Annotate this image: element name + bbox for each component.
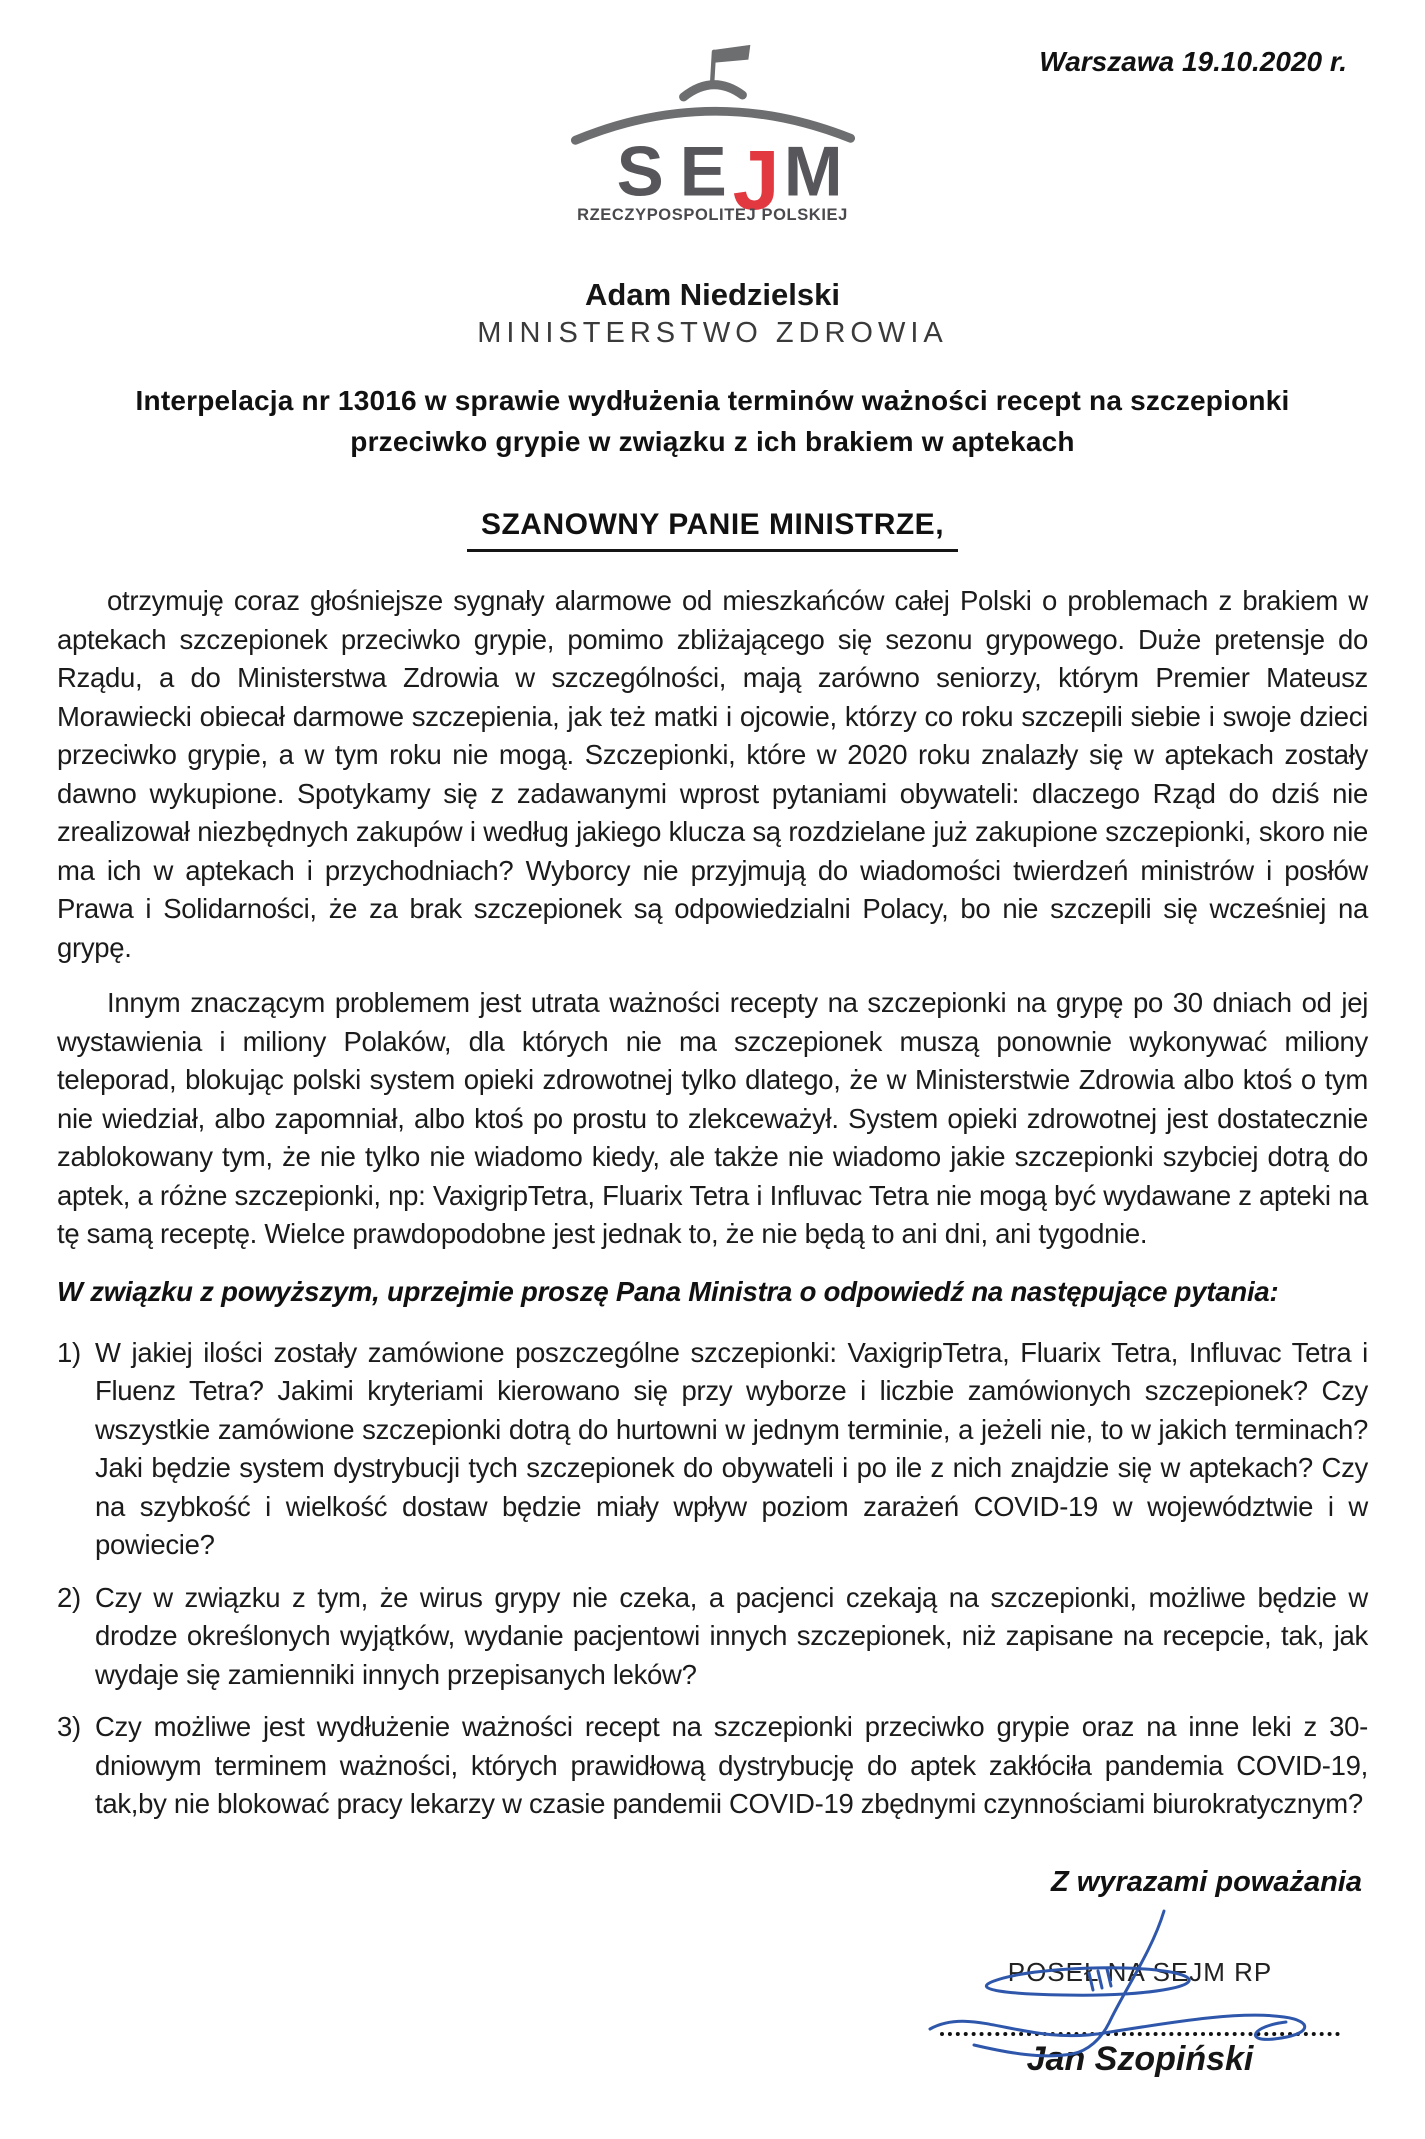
sejm-dome-icon bbox=[563, 40, 863, 212]
question-text: Czy możliwe jest wydłużenie ważności recept na szczepionki przeciwko grypie oraz na inne leki z 30-dniowym terminem ważności, których prawidłową dystrybucję do aptek zakłóciła pandemia COVID-19, tak,by nie blokować pracy lekarzy w czasie pandemii COVID-19 zbędnymi czynnościami biurokratycznym? bbox=[95, 1711, 1368, 1819]
question-number: 3) bbox=[57, 1711, 81, 1742]
question-number: 1) bbox=[57, 1336, 81, 1368]
question-item-3 bbox=[57, 1708, 1368, 1824]
question-text: W jakiej ilości zostały zamówione poszczególne szczepionki: VaxigripTetra, Fluarix Tetra, Influvac Tetra i Fluenz Tetra? Jakimi kryteriami kierowano się przy wyborze i liczbie zamówionych szczepionek? Czy wszystkie zamówione szczepionki dotrą do hurtowni w jednym terminie, a jeżeli nie, to w jakich terminach? Jaki będzie system dystrybucji tych szczepionek do obywateli i po ile z nich znajdzie się w aptekach? Czy na szybkość i wielkość dostaw będzie miały wpływ poziom zarażeń COVID-19 w województwie i w powiecie? bbox=[95, 1336, 1368, 1560]
signer-role: POSEŁ NA SEJM RP bbox=[1007, 1956, 1273, 1987]
paragraph-2: Innym znaczącym problemem jest utrata ważności recepty na szczepionki na grypę po 30 dniach od jej wystawienia i miliony Polaków, dla których nie ma szczepionek muszą ponownie wykonywać miliony teleporad, blokując polski system opieki zdrowotnej tylko dlatego, że w Ministerstwie Zdrowia albo ktoś o tym nie wiedział, albo zapomniał, albo ktoś po prostu to zlekceważył. System opieki zdrowotnej jest dostatecznie zablokowany tym, że nie tylko nie wiadomo kiedy, ale także nie wiadomo jakie szczepionki szybciej dotrą do aptek, a różne szczepionki, np: VaxigripTetra, Fluarix Tetra i Influvac Tetra nie mogą być wydawane z apteki na tę samą receptę. Wielce prawdopodobne jest jednak to, że nie będą to ani dni, ani tygodnie. bbox=[57, 987, 1368, 1249]
signer-name: Jan Szopiński bbox=[1026, 2039, 1254, 2078]
signature-block bbox=[940, 1957, 1340, 2079]
sejm-logo bbox=[553, 40, 873, 225]
logo-letter-e: E bbox=[679, 131, 727, 211]
salutation-text: SZANOWNY PANIE MINISTRZE, bbox=[467, 508, 958, 552]
closing-phrase: Z wyrazami poważania bbox=[1050, 1865, 1362, 1898]
question-text: Czy w związku z tym, że wirus grypy nie czeka, a pacjenci czekają na szczepionki, możliwe będzie w drodze określonych wyjątków, wydanie pacjentowi innych szczepionek, niż zapisane na recepcie, tak, jak wydaje się zamienniki innych przepisanych leków? bbox=[95, 1581, 1368, 1690]
signature-dotted-line bbox=[940, 2032, 1340, 2036]
question-number: 2) bbox=[57, 1581, 81, 1613]
question-item-1 bbox=[57, 1334, 1368, 1565]
paragraph-1: otrzymuję coraz głośniejsze sygnały alarmowe od mieszkańców całej Polski o problemach z brakiem w aptekach szczepionek przeciwko grypie, pomimo zbliżającego się sezonu grypowego. Duże pretensje do Rządu, a do Ministerstwa Zdrowia w szczególności, mają zarówno seniorzy, którym Premier Mateusz Morawiecki obiecał darmowe szczepienia, jak też matki i ojcowie, którzy co roku szczepili siebie i swoje dzieci przeciwko grypie, a w tym roku nie mogą. Szczepionki, które w 2020 roku znalazły się w aptekach zostały dawno wykupione. Spotykamy się z zadawanymi wprost pytaniami obywateli: dlaczego Rząd do dziś nie zrealizował niezbędnych zakupów i według jakiego klucza są rozdzielane już zakupione szczepionki, skoro nie ma ich w aptekach i przychodniach? Wyborcy nie przyjmują do wiadomości twierdzeń ministrów i posłów Prawa i Solidarności, że za brak szczepionek są odpowiedzialni Polacy, bo nie szczepili się wcześniej na grypę. bbox=[57, 585, 1368, 963]
addressee-institution: MINISTERSTWO ZDROWIA bbox=[477, 317, 948, 349]
date-line: Warszawa 19.10.2020 r. bbox=[1039, 46, 1347, 77]
document-title: Interpelacja nr 13016 w sprawie wydłużenia terminów ważności recept na szczepionki przeciwko grypie w związku z ich brakiem w aptekach bbox=[135, 385, 1290, 457]
logo-letter-j: J bbox=[732, 132, 780, 212]
addressee-name: Adam Niedzielski bbox=[585, 277, 840, 312]
salutation bbox=[57, 508, 1368, 552]
question-item-2 bbox=[57, 1579, 1368, 1695]
logo-subtitle: RZECZYPOSPOLITEJ POLSKIEJ bbox=[577, 206, 848, 224]
logo-letter-m: M bbox=[783, 131, 843, 211]
questions-list bbox=[57, 1334, 1368, 1824]
request-line: W związku z powyższym, uprzejmie proszę Pana Ministra o odpowiedź na następujące pytania: bbox=[57, 1275, 1279, 1307]
logo-letter-s: S bbox=[616, 131, 664, 211]
